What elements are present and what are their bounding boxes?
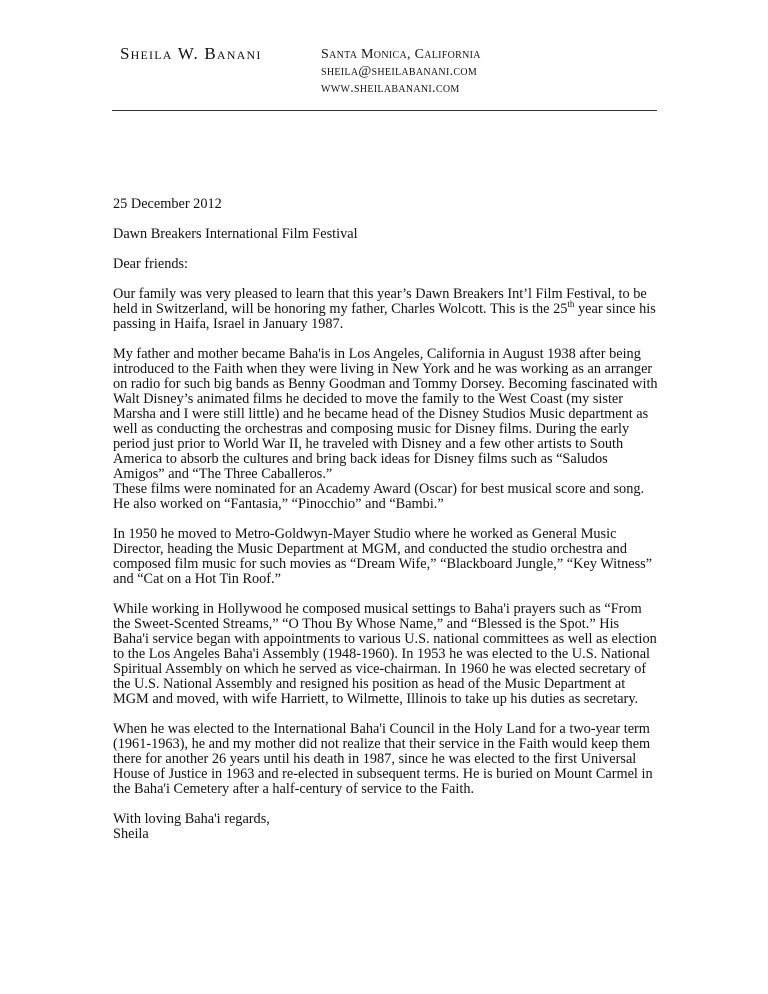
letter-date: 25 December 2012 [113,196,222,212]
paragraph-5: When he was elected to the International Baha'i Council in the Holy Land for a two-year term (1961-1963), he and my mother did not realize that their service in the Faith would keep them there for another 26 years until his death in 1987, since he was elected to the first Universal House of Justice in 1963 and re-elected in subsequent terms. He is buried on Mount Carmel in the Baha'i Cemetery after a half-century of service to the Faith. [113,721,653,797]
sender-location: Santa Monica, California [321,47,481,62]
paragraph-1 [113,287,658,332]
ordinal-suffix: th [567,299,575,310]
paragraph-1-text-end: year since his passing in Haifa, Israel in January 1987. [113,301,656,332]
paragraph-2-continued: These films were nominated for an Academy Award (Oscar) for best musical score and song. He also worked on “Fantasia,” “Pinocchio” and “Bambi.” [113,481,645,512]
sender-email[interactable]: sheila@sheilabanani.com [321,64,478,79]
contact-block [321,46,481,97]
paragraph-3: In 1950 he moved to Metro-Goldwyn-Mayer Studio where he worked as General Music Director, heading the Music Department at MGM, and conducted the studio orchestra and composed film music for such movies as “Dream Wife,” “Blackboard Jungle,” “Key Witness” and “Cat on a Hot Tin Roof.” [113,526,653,587]
letter-recipient: Dawn Breakers International Film Festival [113,226,358,242]
sender-name: Sheila W. Banani [120,44,262,63]
letter-salutation: Dear friends: [113,256,189,272]
paragraph-4: While working in Hollywood he composed musical settings to Baha'i prayers such as “From the Sweet-Scented Streams,” “O Thou By Whose Name,” and “Blessed is the Spot.” His Baha'i service began with appointments to various U.S. national committees as well as election to the Los Angeles Baha'i Assembly (1948-1960). In 1953 he was elected to the U.S. National Spiritual Assembly on which he served as vice-chairman. In 1960 he was elected secretary of the U.S. National Assembly and resigned his position as head of the Music Department at MGM and moved, with wife Harriett, to Wilmette, Illinois to take up his duties as secretary. [113,601,657,707]
sender-website[interactable]: www.sheilabanani.com [321,81,460,96]
letter-signature: Sheila [113,826,149,842]
letter-body [113,197,658,857]
paragraph-1-text: Our family was very pleased to learn that this year’s Dawn Breakers Int’l Film Festival, to be held in Switzerland, will be honoring my father, Charles Wolcott. This is the 25 [113,286,647,317]
letter-closing: With loving Baha'i regards, [113,811,270,827]
paragraph-2: My father and mother became Baha'is in Los Angeles, California in August 1938 after being introduced to the Faith when they were living in New York and he was working as an arranger on radio for such big bands as Benny Goodman and Tommy Dorsey. Becoming fascinated with Walt Disney’s animated films he decided to move the family to the West Coast (my sister Marsha and I were still little) and he became head of the Disney Studios Music department as well as conducting the orchestras and composing music for Disney films. During the early period just prior to World War II, he traveled with Disney and a few other artists to South America to absorb the cultures and bring back ideas for Disney films such as “Saludos Amigos” and “The Three Caballeros.” [113,346,658,482]
letterhead-divider [112,110,657,111]
